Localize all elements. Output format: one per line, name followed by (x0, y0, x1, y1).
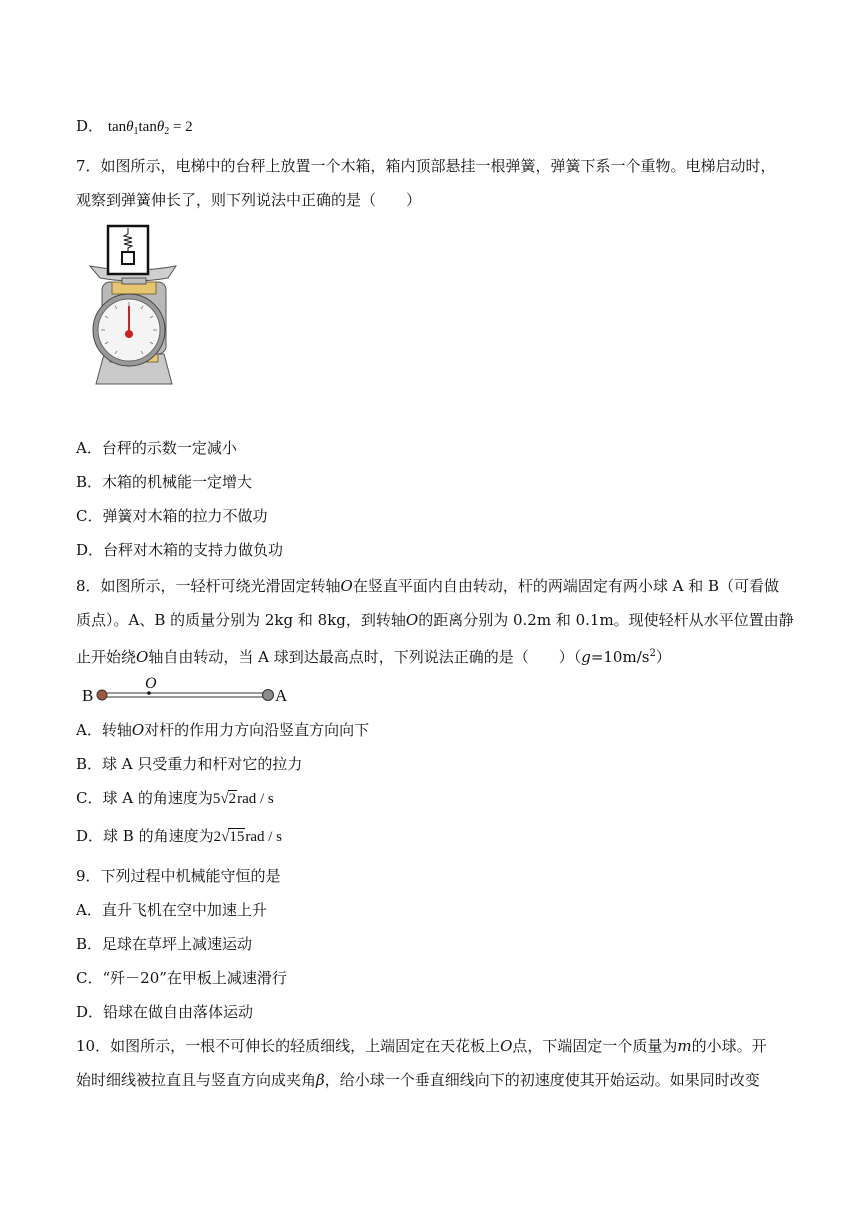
pivot-label: O (145, 675, 157, 692)
rod-figure (78, 674, 298, 708)
q9-option-c: C．“歼－20”在甲板上减速滑行 (76, 969, 287, 987)
scale-illustration (86, 222, 182, 388)
axis-o: O (340, 577, 353, 595)
ball-a (263, 690, 274, 701)
angular-velocity-a: 5√2rad / s (212, 791, 274, 807)
q8-option-a: A．转轴O对杆的作用力方向沿竖直方向向下 (76, 721, 370, 739)
rod-left-label: B (82, 686, 94, 705)
ball-b (97, 690, 107, 700)
q10-line2: 始时细线被拉直且与竖直方向成夹角β，给小球一个垂直细线向下的初速度使其开始运动。如果同时改变 (76, 1071, 760, 1089)
mass-m: m (677, 1037, 692, 1055)
q7-stem-line1: 7．如图所示，电梯中的台秤上放置一个木箱，箱内顶部悬挂一根弹簧，弹簧下系一个重物。电梯启动时， (76, 157, 776, 175)
point-o: O (500, 1037, 513, 1055)
axis-o: O (131, 721, 145, 739)
q10-line1: 10．如图所示，一根不可伸长的轻质细线，上端固定在天花板上O点，下端固定一个质量为m的小球。开 (76, 1037, 767, 1055)
gravity-g: g (581, 648, 591, 666)
q9-option-b: B．足球在草坪上减速运动 (76, 935, 253, 953)
q7-option-d: D．台秤对木箱的支持力做负功 (76, 541, 284, 559)
q7-option-c: C．弹簧对木箱的拉力不做功 (76, 507, 268, 525)
option-label: D． (76, 117, 104, 135)
q7-option-b: B．木箱的机械能一定增大 (76, 473, 253, 491)
q8-stem-line3: 止开始绕O轴自由转动，当 A 球到达最高点时，下列说法正确的是（ ）$(g=10m/s^2)$ (76, 648, 671, 666)
q8-stem-line2: 质点）。A、B 的质量分别为 2kg 和 8kg，到转轴O的距离分别为 0.2m 和 0.1m。现使轻杆从水平位置由静 (76, 611, 794, 629)
angle-beta: β (316, 1071, 325, 1089)
rod-right-label: A (275, 686, 288, 705)
formula-tan-product: tanθ$_1$tanθ$_2$ = 2 (107, 119, 193, 137)
q6-option-d (76, 116, 193, 142)
axis-o: O (405, 611, 419, 629)
q7-option-a: A．台秤的示数一定减小 (76, 439, 237, 457)
q7-stem-line2: 观察到弹簧伸长了，则下列说法中正确的是（ ） (76, 191, 422, 209)
scale-with-box-figure (86, 222, 182, 388)
q8-stem-line1: 8．如图所示，一轻杆可绕光滑固定转轴O在竖直平面内自由转动，杆的两端固定有两小球 A 和 B（可看做 (76, 577, 780, 595)
q9-stem: 9．下列过程中机械能守恒的是 (76, 867, 281, 885)
q9-option-a: A．直升飞机在空中加速上升 (76, 901, 267, 919)
angular-velocity-b: 2√15rad / s (213, 829, 282, 845)
axis-o: O (136, 648, 149, 666)
q8-option-d: D．球 B 的角速度为2√15rad / s (76, 827, 282, 845)
q8-option-c: C．球 A 的角速度为5√2rad / s (76, 789, 274, 807)
q8-option-b: B．球 A 只受重力和杆对它的拉力 (76, 755, 303, 773)
q9-option-d: D．铅球在做自由落体运动 (76, 1003, 254, 1021)
